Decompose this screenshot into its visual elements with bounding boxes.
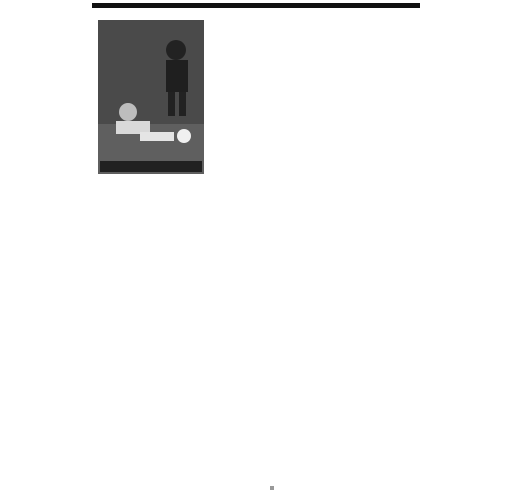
section-d-body [290,334,404,484]
right-bottom-column [412,186,514,484]
page-mark [270,486,274,490]
section-b-body [212,194,352,280]
section-a-body [206,49,284,194]
right-middle-column [404,20,514,165]
football-photo [98,20,204,174]
photo-caption [100,161,202,172]
left-bottom-column [96,186,192,484]
top-rule [92,3,420,8]
right-top-column [292,20,396,165]
photo-illustration [98,20,204,174]
